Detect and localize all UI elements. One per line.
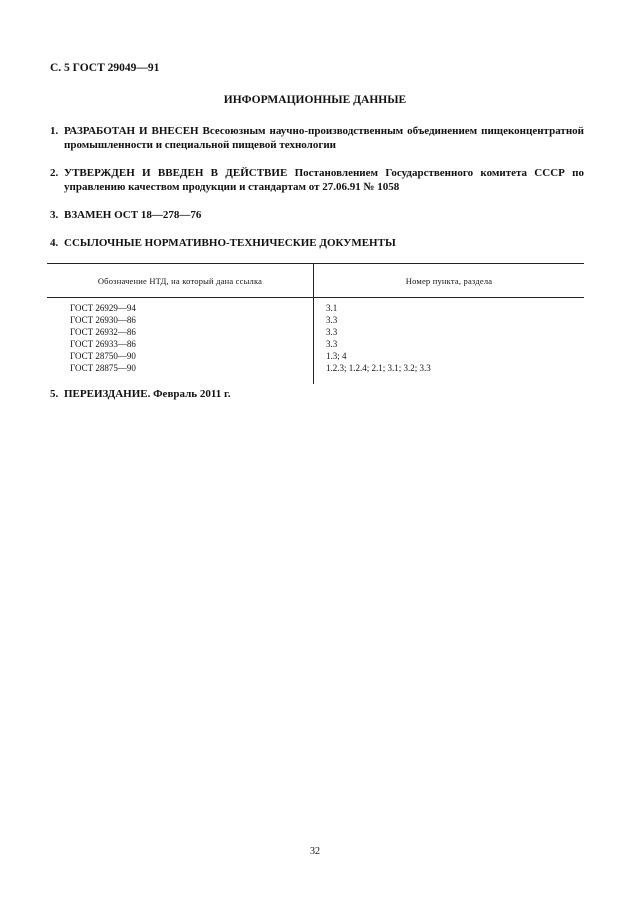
table-cell-clause: 1.3; 4 xyxy=(326,351,347,361)
table-cell-clause: 3.3 xyxy=(326,315,338,325)
item-number: 5. xyxy=(50,388,59,400)
item-heading: РАЗРАБОТАН И ВНЕСЕН xyxy=(64,125,199,137)
table-row xyxy=(47,314,584,326)
table-row xyxy=(47,338,584,350)
column-header-designation: Обозначение НТД, на который дана ссылка xyxy=(47,264,314,298)
table-cell-clause: 3.1 xyxy=(326,303,338,313)
info-item-5 xyxy=(50,387,584,401)
item-number: 3. xyxy=(50,209,59,221)
item-heading: ВЗАМЕН ОСТ 18—278—76 xyxy=(64,209,202,221)
column-header-clause: Номер пункта, раздела xyxy=(314,264,585,298)
table-cell-clause: 3.3 xyxy=(326,339,338,349)
item-heading: ССЫЛОЧНЫЕ НОРМАТИВНО-ТЕХНИЧЕСКИЕ ДОКУМЕНТЫ xyxy=(64,237,396,249)
table-cell-designation: ГОСТ 28875—90 xyxy=(47,362,314,384)
item-text: Постановлением Государственного комитета СССР по управлению качеством продукции и стандартам от 27.06.91 № 1058 xyxy=(64,167,584,193)
info-item-1 xyxy=(50,124,584,152)
table-row xyxy=(47,362,584,384)
table-cell-clause: 1.2.3; 1.2.4; 2.1; 3.1; 3.2; 3.3 xyxy=(326,363,431,373)
table-cell-designation: ГОСТ 26933—86 xyxy=(47,338,314,350)
item-number: 2. xyxy=(50,167,59,179)
table-cell-designation: ГОСТ 26930—86 xyxy=(47,314,314,326)
page-header: С. 5 ГОСТ 29049—91 xyxy=(50,62,160,74)
table-row xyxy=(47,298,584,315)
item-heading: УТВЕРЖДЕН И ВВЕДЕН В ДЕЙСТВИЕ xyxy=(64,167,288,179)
table-cell-designation: ГОСТ 28750—90 xyxy=(47,350,314,362)
info-item-2 xyxy=(50,166,584,194)
reference-documents-table xyxy=(47,263,584,384)
page-number: 32 xyxy=(310,846,320,857)
info-item-3 xyxy=(50,208,584,222)
table-header-row xyxy=(47,264,584,298)
table-cell-designation: ГОСТ 26932—86 xyxy=(47,326,314,338)
table-row xyxy=(47,326,584,338)
item-heading: ПЕРЕИЗДАНИЕ. xyxy=(64,388,151,400)
item-number: 1. xyxy=(50,125,59,137)
table-row xyxy=(47,350,584,362)
item-number: 4. xyxy=(50,237,59,249)
section-title: ИНФОРМАЦИОННЫЕ ДАННЫЕ xyxy=(223,94,407,106)
info-item-4 xyxy=(50,236,584,250)
table-cell-designation: ГОСТ 26929—94 xyxy=(47,298,314,315)
item-text: Февраль 2011 г. xyxy=(150,388,231,400)
table-cell-clause: 3.3 xyxy=(326,327,338,337)
item-text: Всесоюзным научно-производственным объединением пищеконцентратной промышленности и специальной пищевой технологии xyxy=(64,125,584,151)
